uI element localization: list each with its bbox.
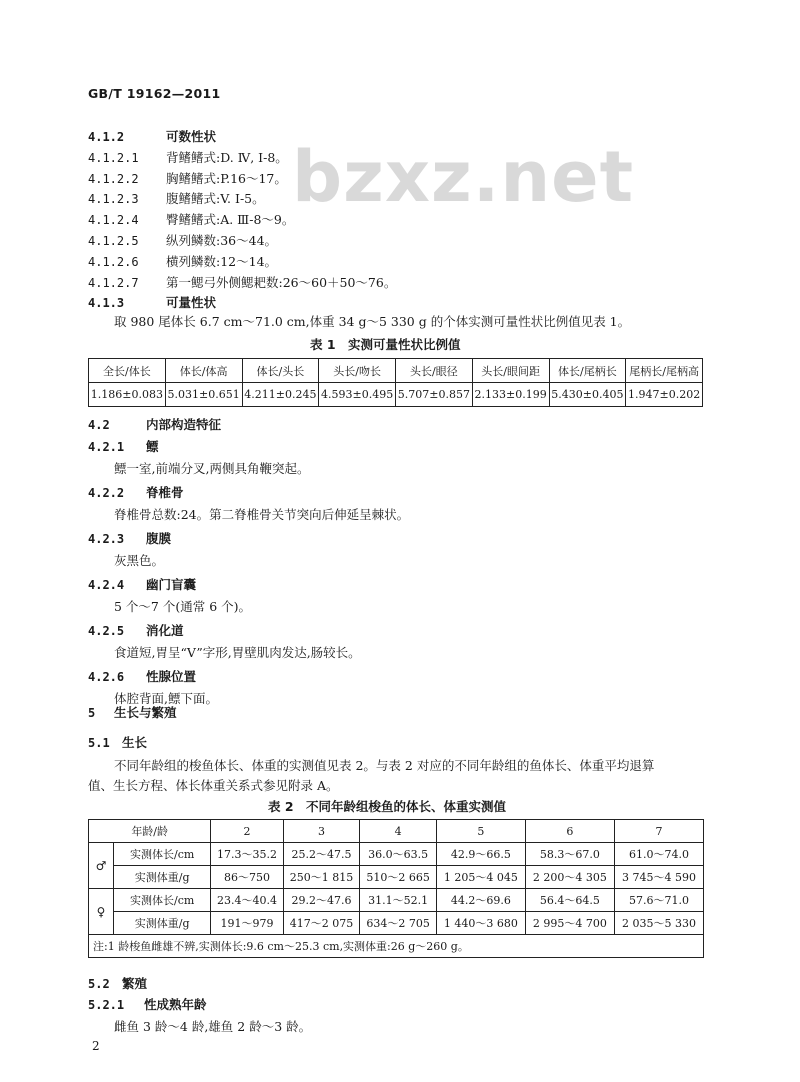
clause-text: 可量性状 <box>166 295 217 311</box>
table2-value-cell: 29.2～47.6 <box>283 889 360 912</box>
clause-number: 4.1.3 <box>88 296 125 311</box>
table1-header-cell: 体长/尾柄长 <box>549 359 626 383</box>
clause-paragraph <box>114 601 251 614</box>
clause-line <box>88 579 196 592</box>
clause-number: 4.2 <box>88 418 110 432</box>
section-5-2-title: 繁殖 <box>122 976 148 991</box>
section-5-1-title: 生长 <box>122 735 148 750</box>
table2-row-female-length <box>89 889 704 912</box>
table1-header-cell: 头长/吻长 <box>319 359 396 383</box>
clause-paragraph <box>114 647 361 660</box>
clause-line <box>88 253 278 269</box>
clause-text: 胸鳍鳍式:P.16～17。 <box>166 170 287 186</box>
table2-age-cell: 7 <box>614 820 703 843</box>
table1-value-cell: 5.430±0.405 <box>549 383 626 407</box>
section-5-2-1-title: 性成熟年龄 <box>144 997 207 1012</box>
clause-line <box>88 441 159 454</box>
table1-header-cell: 体长/头长 <box>242 359 319 383</box>
clause-line <box>88 170 287 186</box>
table2-row-male-length <box>89 843 704 866</box>
table2-value-cell: 86～750 <box>211 866 283 889</box>
table2-value-cell: 250～1 815 <box>283 866 360 889</box>
clause-text: 消化道 <box>146 623 184 638</box>
table2-value-cell: 417～2 075 <box>283 912 360 935</box>
clause-number: 4.2.5 <box>88 624 125 638</box>
table2-value-cell: 36.0～63.5 <box>360 843 437 866</box>
table2 <box>88 819 704 958</box>
clause-line <box>88 131 216 144</box>
table1 <box>88 358 703 407</box>
table2-value-cell: 1 205～4 045 <box>436 866 525 889</box>
clause-text: 幽门盲囊 <box>146 577 197 592</box>
table1-header-cell: 头长/眼径 <box>396 359 473 383</box>
table1-value-cell: 2.133±0.199 <box>472 383 549 407</box>
table1-value-cell: 1.186±0.083 <box>89 383 166 407</box>
table2-caption: 表 2 不同年龄组梭鱼的体长、体重实测值 <box>268 799 507 814</box>
table2-value-cell: 510～2 665 <box>360 866 437 889</box>
clause-number: 4.1.2 <box>88 130 125 144</box>
table2-value-cell: 42.9～66.5 <box>436 843 525 866</box>
table2-value-cell: 56.4～64.5 <box>525 889 614 912</box>
clause-line <box>88 235 277 248</box>
table2-value-cell: 2 200～4 305 <box>525 866 614 889</box>
table2-row-label: 实测体长/cm <box>114 889 211 912</box>
table1-header-cell: 全长/体长 <box>89 359 166 383</box>
clause-text: 5 个～7 个(通常 6 个)。 <box>114 599 252 614</box>
table2-value-cell: 634～2 705 <box>360 912 437 935</box>
clause-number: 4.1.2.6 <box>88 254 139 269</box>
table2-value-cell: 17.3～35.2 <box>211 843 283 866</box>
male-symbol: ♂ <box>89 843 114 889</box>
table1-header-cell: 尾柄长/尾柄高 <box>626 359 703 383</box>
clause-line <box>88 274 397 290</box>
clause-number: 4.2.1 <box>88 440 125 454</box>
table2-note-row <box>89 935 704 958</box>
clause-number: 4.1.2.5 <box>88 234 139 248</box>
table2-value-cell: 191～979 <box>211 912 283 935</box>
clause-number: 4.1.2.7 <box>88 275 139 290</box>
section-5-title: 生长与繁殖 <box>114 705 177 720</box>
table2-value-cell: 23.4～40.4 <box>211 889 283 912</box>
section-5-2-number: 5.2 <box>88 977 110 991</box>
clause-line <box>88 214 294 227</box>
clause-text: 横列鳞数:12～14。 <box>166 253 278 269</box>
table1-value-cell: 4.593±0.495 <box>319 383 396 407</box>
table2-value-cell: 2 035～5 330 <box>614 912 703 935</box>
table1-header-cell: 体长/体高 <box>165 359 242 383</box>
clause-text: 第一鳃弓外侧鳃耙数:26～60＋50～76。 <box>166 274 397 290</box>
clause-text: 腹膜 <box>146 531 172 546</box>
table1-value-cell: 5.031±0.651 <box>165 383 242 407</box>
clause-text: 体腔背面,鳔下面。 <box>114 691 218 706</box>
clause-line <box>88 487 184 500</box>
table1-value-cell: 1.947±0.202 <box>626 383 703 407</box>
table1-value-cell: 4.211±0.245 <box>242 383 319 407</box>
table2-value-cell: 25.2～47.5 <box>283 843 360 866</box>
paragraph-5-2-1: 雌鱼 3 龄～4 龄,雄鱼 2 龄～3 龄。 <box>114 1019 312 1034</box>
table2-age-cell: 5 <box>436 820 525 843</box>
table2-header-row <box>89 820 704 843</box>
clause-paragraph <box>114 509 409 522</box>
table1-value-row <box>89 383 703 407</box>
table2-note: 注:1 龄梭鱼雌雄不辨,实测体长:9.6 cm～25.3 cm,实测体重:26 g～260 g。 <box>89 935 704 958</box>
section-5-heading <box>88 707 177 720</box>
table2-row-female-weight <box>89 912 704 935</box>
clause-text: 食道短,胃呈“V”字形,胃壁肌肉发达,肠较长。 <box>114 645 361 660</box>
clause-text: 鳔 <box>146 439 159 454</box>
table1-header-cell: 头长/眼间距 <box>472 359 549 383</box>
table2-row-label: 实测体长/cm <box>114 843 211 866</box>
paragraph-5-1-line2: 值、生长方程、体长体重关系式参见附录 A。 <box>88 778 339 793</box>
clause-line <box>88 533 171 546</box>
clause-line <box>88 625 184 638</box>
clause-paragraph <box>114 463 309 476</box>
table2-row-label: 实测体重/g <box>114 912 211 935</box>
table2-age-cell: 3 <box>283 820 360 843</box>
table1-caption: 表 1 实测可量性状比例值 <box>310 337 461 352</box>
clause-text: 性腺位置 <box>146 669 197 684</box>
table1-header-row <box>89 359 703 383</box>
section-5-2-heading <box>88 978 147 991</box>
section-5-number: 5 <box>88 706 96 720</box>
table2-age-cell: 6 <box>525 820 614 843</box>
clause-line <box>88 419 221 432</box>
table2-value-cell: 2 995～4 700 <box>525 912 614 935</box>
clause-line <box>88 297 216 310</box>
clause-text: 脊椎骨总数:24。第二脊椎骨关节突向后伸延呈棘状。 <box>114 507 410 522</box>
clause-number: 4.1.2.2 <box>88 171 139 186</box>
section-5-1-number: 5.1 <box>88 736 110 750</box>
clause-number: 4.2.3 <box>88 532 125 546</box>
clause-paragraph <box>114 555 164 568</box>
table2-age-cell: 2 <box>211 820 283 843</box>
clause-number: 4.2.4 <box>88 578 125 592</box>
clause-text: 腹鳍鳍式:V. Ⅰ-5。 <box>166 191 265 207</box>
clause-number: 4.1.2.1 <box>88 150 139 165</box>
table2-value-cell: 44.2～69.6 <box>436 889 525 912</box>
clause-number: 4.1.2.4 <box>88 213 139 228</box>
section-5-1-heading <box>88 737 147 750</box>
clause-text: 背鳍鳍式:D. Ⅳ, Ⅰ-8。 <box>166 149 288 165</box>
clause-text: 可数性状 <box>166 129 217 144</box>
page-number: 2 <box>92 1039 100 1053</box>
clause-line <box>88 671 196 684</box>
section-5-2-1-number: 5.2.1 <box>88 998 125 1012</box>
table2-age-header: 年龄/龄 <box>89 820 211 843</box>
clause-text: 内部构造特征 <box>146 417 222 432</box>
clause-text: 纵列鳞数:36～44。 <box>166 233 278 248</box>
clause-text: 臀鳍鳍式:A. Ⅲ-8～9。 <box>166 212 295 228</box>
table2-value-cell: 31.1～52.1 <box>360 889 437 912</box>
clause-line <box>88 149 288 165</box>
clause-line <box>88 193 265 206</box>
table2-value-cell: 3 745～4 590 <box>614 866 703 889</box>
table2-value-cell: 61.0～74.0 <box>614 843 703 866</box>
paragraph-4-1-3: 取 980 尾体长 6.7 cm～71.0 cm,体重 34 g～5 330 g 的个体实测可量性状比例值见表 1。 <box>114 314 631 329</box>
table2-row-label: 实测体重/g <box>114 866 211 889</box>
table1-value-cell: 5.707±0.857 <box>396 383 473 407</box>
female-symbol: ♀ <box>89 889 114 935</box>
clause-text: 脊椎骨 <box>146 485 184 500</box>
table2-row-male-weight <box>89 866 704 889</box>
section-5-2-1-heading <box>88 999 207 1012</box>
clause-text: 灰黑色。 <box>114 553 165 568</box>
paragraph-5-1-line1: 不同年龄组的梭鱼体长、体重的实测值见表 2。与表 2 对应的不同年龄组的鱼体长、体重平均退算 <box>114 758 655 773</box>
standard-header: GB/T 19162—2011 <box>88 86 221 101</box>
clause-text: 鳔一室,前端分叉,两侧具角鞭突起。 <box>114 461 310 476</box>
table2-value-cell: 58.3～67.0 <box>525 843 614 866</box>
table2-value-cell: 57.6～71.0 <box>614 889 703 912</box>
clause-number: 4.2.2 <box>88 486 125 500</box>
table2-value-cell: 1 440～3 680 <box>436 912 525 935</box>
table2-age-cell: 4 <box>360 820 437 843</box>
clause-paragraph <box>114 693 218 706</box>
watermark-text: bzxz.net <box>292 136 635 218</box>
clause-number: 4.1.2.3 <box>88 192 139 207</box>
clause-number: 4.2.6 <box>88 670 125 684</box>
